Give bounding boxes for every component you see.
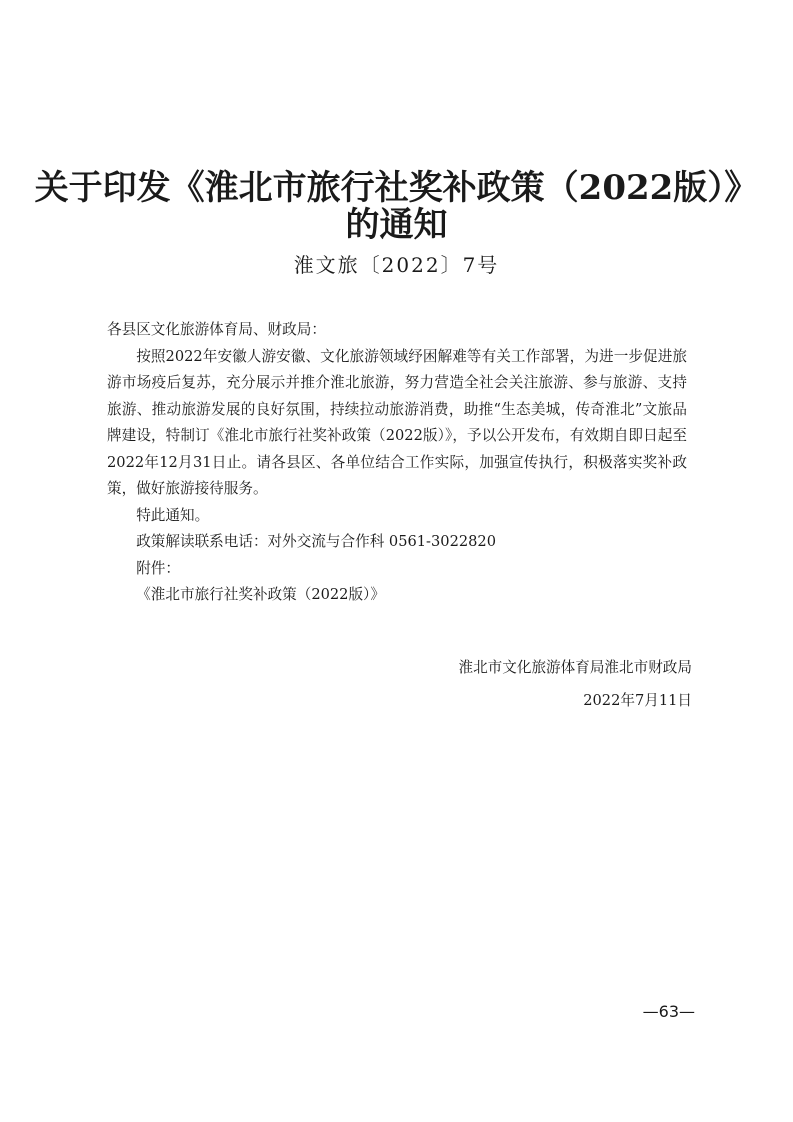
- document-body: [107, 317, 687, 609]
- salutation: 各县区文化旅游体育局、财政局：: [107, 321, 326, 338]
- document-title-line-1: 关于印发《淮北市旅行社奖补政策（2022版）》: [34, 168, 759, 208]
- body-paragraph: 按照2022年安徽人游安徽、文化旅游领域纾困解难等有关工作部署，为进一步促进旅游市场疫后复苏，充分展示并推介淮北旅游，努力营造全社会关注旅游、参与旅游、支持旅游、推动旅游发展的良好氛围，持续拉动旅游消费，助推“生态美城，传奇淮北”文旅品牌建设，特制订《淮北市旅行社奖补政策（2022版）》，予以公开发布，有效期自即日起至2022年12月31日止。请各县区、各单位结合工作实际，加强宣传执行，积极落实奖补政策，做好旅游接待服务。: [107, 347, 687, 497]
- document-number: 淮文旅〔2022〕7号: [293, 253, 500, 277]
- contact-info: 政策解读联系电话：对外交流与合作科 0561-3022820: [136, 533, 496, 550]
- closing-notice: 特此通知。: [136, 506, 210, 524]
- attachment-label: 附件：: [136, 559, 180, 577]
- document-title-line-2: 的通知: [345, 205, 448, 245]
- attachment-item: 《淮北市旅行社奖补政策（2022版）》: [136, 586, 385, 603]
- signature-organization: 淮北市文化旅游体育局淮北市财政局: [458, 659, 692, 676]
- signature-date: 2022年7月11日: [583, 692, 692, 709]
- page-number: —63—: [642, 1002, 695, 1021]
